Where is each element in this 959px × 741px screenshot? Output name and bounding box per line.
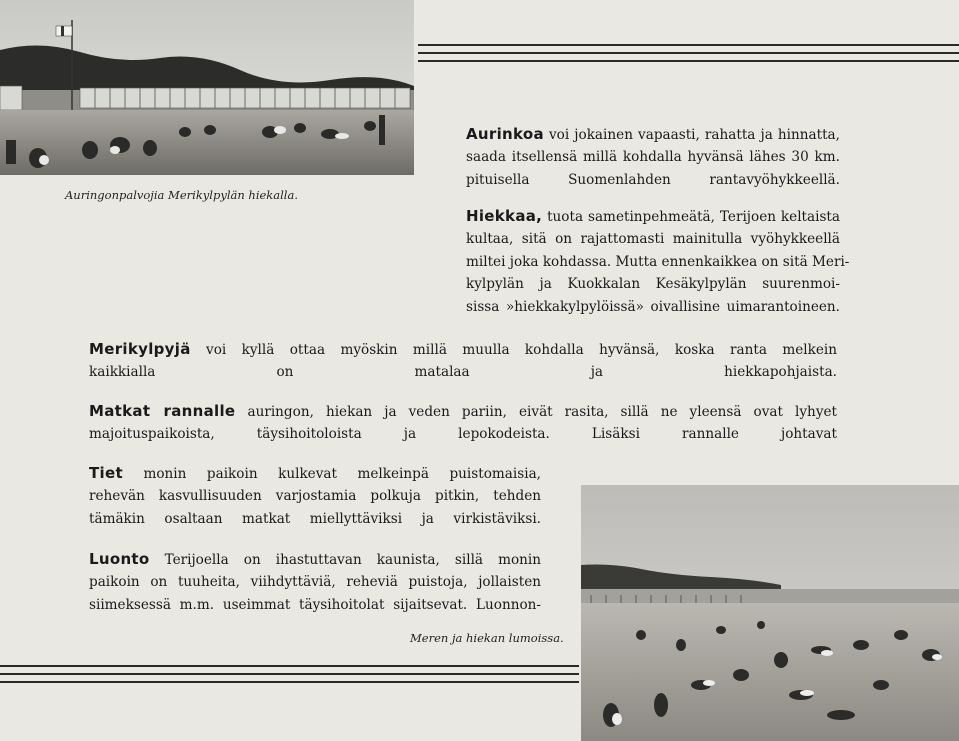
photo-caption: Meren ja hiekan lumoissa. [410, 631, 564, 645]
paragraph-line: paikoin on tuuheita, viihdyttäviä, reheviä puistoja, jollaisten [89, 574, 541, 591]
paragraph-lead: Merikylpyjä [89, 340, 191, 358]
decorative-rules [0, 665, 579, 689]
paragraph-lead: Aurinkoa [466, 125, 544, 143]
paragraph-luonto [89, 548, 541, 616]
paragraph-aurinkoa [466, 123, 840, 191]
paragraph-line: kaikkialla on matalaa ja hiekkapohjaista. [89, 364, 837, 381]
paragraph-line: voi kyllä ottaa myöskin millä muulla kohdalla hyvänsä, koska ranta melkein [206, 342, 837, 358]
paragraph-matkat [89, 400, 837, 446]
paragraph-line: Terijoella on ihastuttavan kaunista, sillä monin [164, 552, 541, 568]
paragraph-line: saada itsellensä millä kohdalla hyvänsä lähes 30 km. [466, 149, 840, 166]
paragraph-tiet [89, 462, 541, 530]
paragraph-lead: Tiet [89, 464, 123, 482]
paragraph-line: miltei joka kohdassa. Mutta ennenkaikkea on sitä Meri- [466, 253, 850, 270]
paragraph-line: auringon, hiekan ja veden pariin, eivät rasita, sillä ne yleensä ovat lyhyet [247, 404, 838, 420]
paragraph-line: sissa »hiekkakylpylöissä» oivallisine uimarantoineen. [466, 298, 840, 315]
paragraph-line: tuota sametinpehmeätä, Terijoen keltaista [547, 209, 840, 225]
decorative-rules [418, 44, 959, 68]
beach-photo-sunbathers [0, 0, 414, 175]
paragraph-line: voi jokainen vapaasti, rahatta ja hinnatta, [549, 127, 840, 143]
paragraph-line: monin paikoin kulkevat melkeinpä puistomaisia, [143, 466, 541, 482]
paragraph-lead: Matkat rannalle [89, 402, 236, 420]
paragraph-hiekkaa [466, 205, 850, 318]
paragraph-line: tämäkin osaltaan matkat miellyttäviksi ja virkistäviksi. [89, 510, 541, 527]
photo-caption: Auringonpalvojia Merikylpylän hiekalla. [65, 188, 298, 202]
paragraph-lead: Luonto [89, 550, 150, 568]
paragraph-line: pituisella Suomenlahden rantavyöhykkeellä. [466, 171, 840, 188]
paragraph-line: rehevän kasvullisuuden varjostamia polkuja pitkin, tehden [89, 488, 541, 505]
paragraph-line: majoituspaikoista, täysihoitoloista ja lepokodeista. Lisäksi rannalle johtavat [89, 426, 837, 443]
paragraph-line: kultaa, sitä on rajattomasti mainitulla vyöhykkeellä [466, 231, 840, 248]
paragraph-merikylpyja [89, 338, 837, 384]
paragraph-line: siimeksessä m.m. useimmat täysihoitolat sijaitsevat. Luonnon- [89, 596, 541, 613]
paragraph-lead: Hiekkaa, [466, 207, 543, 225]
beach-photo-crowd [581, 485, 959, 741]
paragraph-line: kylpylän ja Kuokkalan Kesäkylpylän suurenmoi- [466, 276, 840, 293]
